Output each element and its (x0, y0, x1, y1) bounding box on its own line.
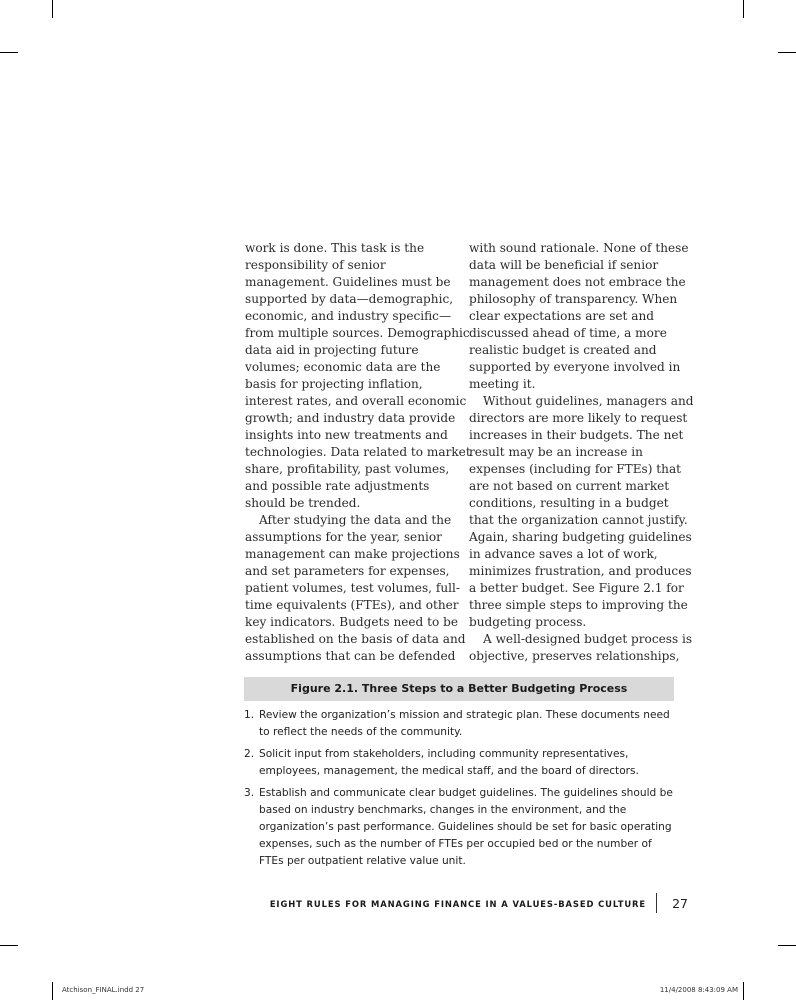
body-paragraph: work is done. This task is the responsibility of senior management. Guidelines must be supported by data—demographic, economic, and industry specific—from multiple sources. Demographic data aid in projecting future volumes; economic data are the basis for projecting inflation, interest rates, and overall economic growth; and industry data provide insights into new treatments and technologies. Data related to market share, profitability, past volumes, and possible rate adjustments should be trended. (245, 241, 471, 510)
figure-step-item (244, 746, 674, 780)
step-text: Establish and communicate clear budget guidelines. The guidelines should be based on industry benchmarks, changes in the environment, and the organization’s past performance. Guidelines should be set for basic operating expenses, such as the number of FTEs per occupied bed or the number of FTEs per outpatient relative value unit. (259, 787, 673, 867)
step-text: Solicit input from stakeholders, including community representatives, employees, management, the medical staff, and the board of directors. (259, 748, 639, 777)
body-column-left (245, 240, 471, 665)
page-number: 27 (672, 896, 688, 911)
slug-filename: Atchison_FINAL.indd 27 (62, 986, 145, 994)
crop-mark-left-top (0, 52, 18, 53)
footer-divider (656, 893, 657, 913)
body-column-right (469, 240, 695, 665)
figure-title: Figure 2.1. Three Steps to a Better Budgeting Process (244, 677, 674, 701)
crop-mark-bottom-right (743, 982, 744, 1000)
crop-mark-left-bottom (0, 945, 18, 946)
page-footer (269, 893, 690, 915)
step-number: 1. (244, 709, 255, 721)
crop-mark-top-right (743, 0, 744, 18)
figure-step-item (244, 707, 674, 741)
figure-step-item (244, 785, 674, 870)
crop-mark-right-top (778, 52, 796, 53)
body-paragraph: Without guidelines, managers and directors are more likely to request increases in their budgets. The net result may be an increase in expenses (including for FTEs) that are not based on current market conditions, resulting in a budget that the organization cannot justify. Again, sharing budgeting guidelines in advance saves a lot of work, minimizes frustration, and produces a better budget. See Figure 2.1 for three simple steps to improving the budgeting process. (469, 394, 694, 629)
slug-timestamp: 11/4/2008 8:43:09 AM (659, 986, 738, 994)
step-number: 2. (244, 748, 255, 760)
step-number: 3. (244, 787, 255, 799)
crop-mark-top-left (52, 0, 53, 18)
crop-mark-bottom-left (52, 982, 53, 1000)
body-paragraph: After studying the data and the assumptions for the year, senior management can make projections and set parameters for expenses, patient volumes, test volumes, full-time equivalents (FTEs), and other key indicators. Budgets need to be established on the basis of data and assumptions that can be defended (245, 513, 466, 663)
running-head: EIGHT RULES FOR MANAGING FINANCE IN A VALUES-BASED CULTURE (269, 899, 646, 909)
body-paragraph: A well-designed budget process is objective, preserves relationships, (469, 632, 693, 663)
body-paragraph: with sound rationale. None of these data will be beneficial if senior management does not embrace the philosophy of transparency. When clear expectations are set and discussed ahead of time, a more realistic budget is created and supported by everyone involved in meeting it. (469, 241, 689, 391)
figure-step-list (244, 707, 674, 870)
crop-mark-right-bottom (778, 945, 796, 946)
step-text: Review the organization’s mission and strategic plan. These documents need to reflect the needs of the community. (259, 709, 670, 738)
figure-2-1 (244, 677, 674, 875)
